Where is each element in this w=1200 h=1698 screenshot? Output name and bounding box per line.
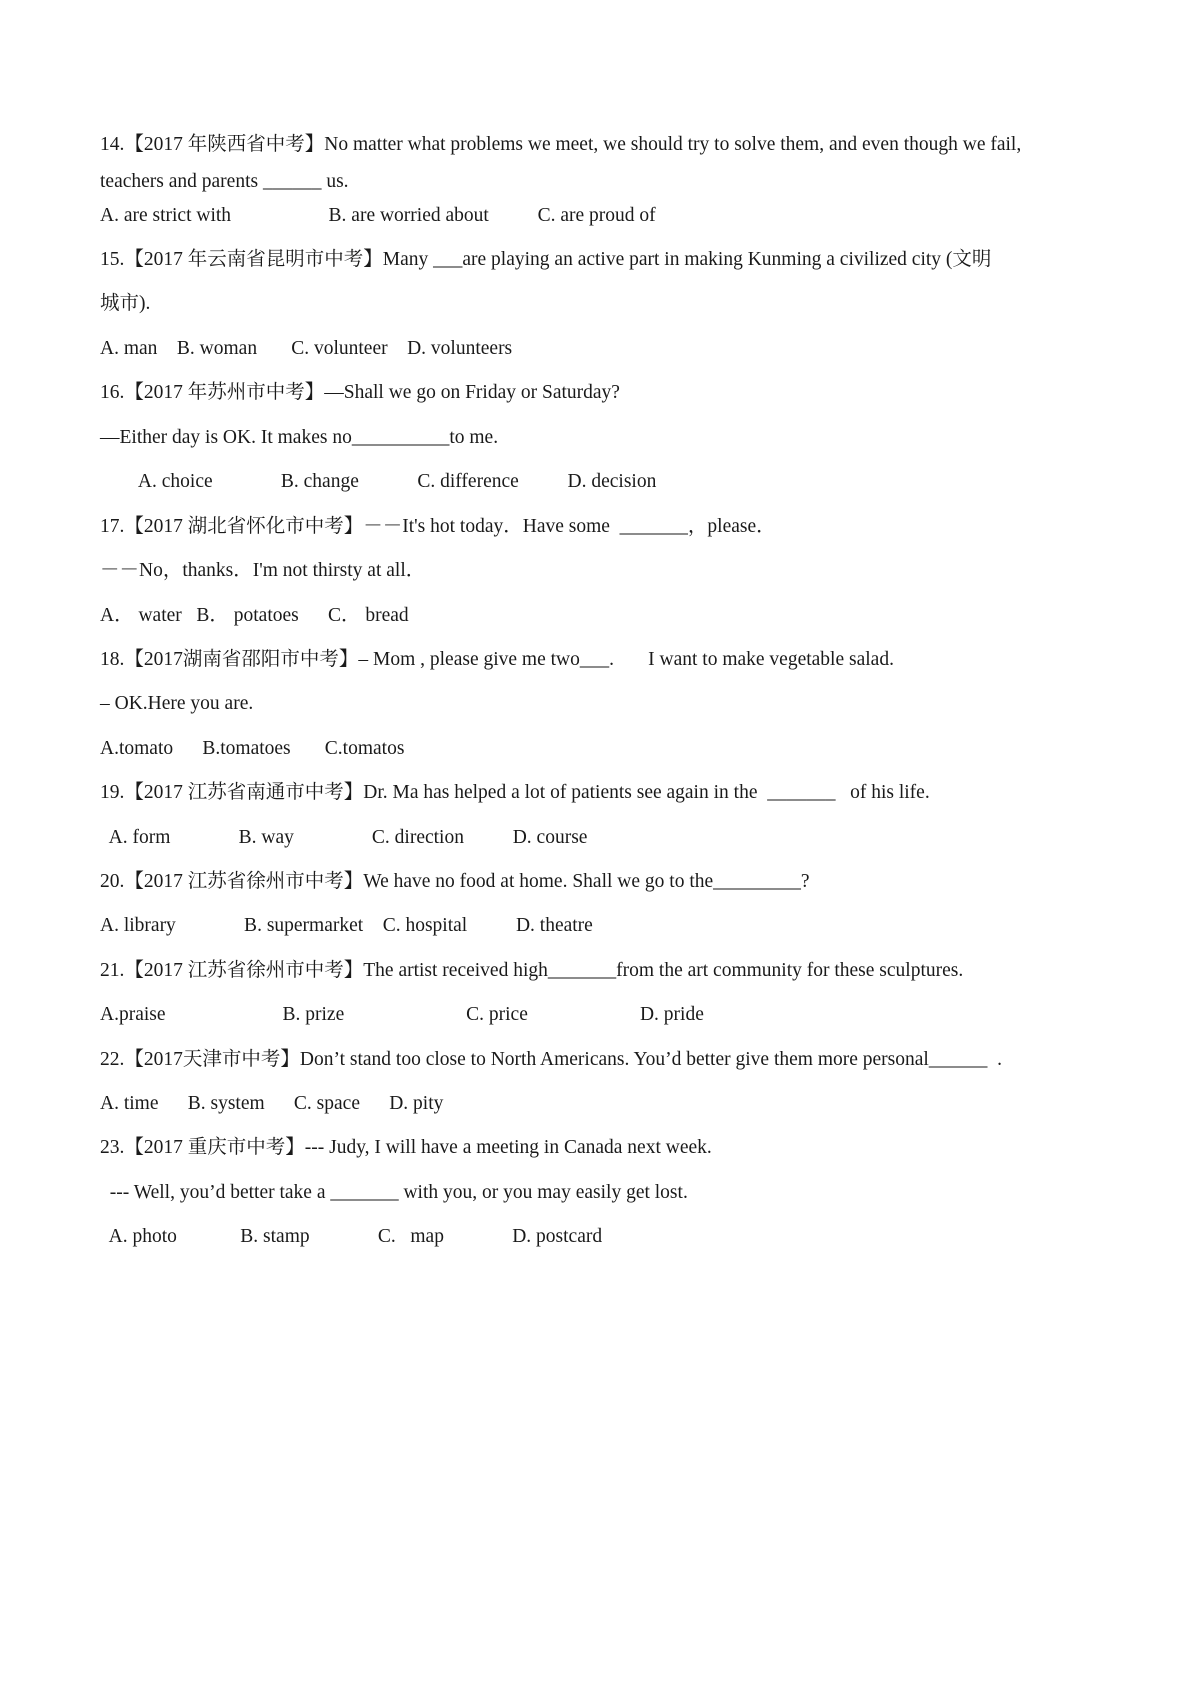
question-23-stem: 23.【2017 重庆市中考】--- Judy, I will have a meeting in Canada next week. <box>100 1137 712 1158</box>
question-14-options: A. are strict with B. are worried about C. are proud of <box>100 205 656 226</box>
question-23-options: A. photo B. stamp C. map D. postcard <box>100 1226 603 1247</box>
question-17-stem: 17.【2017 湖北省怀化市中考】－－It's hot today．Have some _______，please． <box>100 516 776 537</box>
question-16-stem: 16.【2017 年苏州市中考】—Shall we go on Friday or Saturday? <box>100 382 620 403</box>
question-18-options: A.tomato B.tomatoes C.tomatos <box>100 738 405 759</box>
question-14-stem: 14.【2017 年陕西省中考】No matter what problems we meet, we should try to solve them, and even though we fail, <box>100 134 1022 155</box>
question-19-stem: 19.【2017 江苏省南通市中考】Dr. Ma has helped a lot of patients see again in the _______ of his life. <box>100 782 930 803</box>
question-18-stem: 18.【2017湖南省邵阳市中考】– Mom , please give me two___. I want to make vegetable salad. <box>100 649 894 670</box>
question-22-stem: 22.【2017天津市中考】Don’t stand too close to North Americans. You’d better give them more personal______ . <box>100 1049 1002 1070</box>
question-17-options: A． water B． potatoes C． bread <box>100 605 409 626</box>
question-15-stem-continued: 城市). <box>100 293 151 314</box>
question-22-options: A. time B. system C. space D. pity <box>100 1093 444 1114</box>
question-15-options: A. man B. woman C. volunteer D. volunteers <box>100 338 513 359</box>
question-16-reply: —Either day is OK. It makes no__________to me. <box>100 427 499 448</box>
question-20-options: A. library B. supermarket C. hospital D. theatre <box>100 915 593 936</box>
question-15-stem: 15.【2017 年云南省昆明市中考】Many ___are playing an active part in making Kunming a civilized city (文明 <box>100 249 992 270</box>
question-23-reply: --- Well, you’d better take a _______ with you, or you may easily get lost. <box>100 1182 688 1203</box>
question-16-options: A. choice B. change C. difference D. decision <box>100 471 657 492</box>
question-20-stem: 20.【2017 江苏省徐州市中考】We have no food at home. Shall we go to the_________? <box>100 871 810 892</box>
question-19-options: A. form B. way C. direction D. course <box>100 827 588 848</box>
question-18-reply: – OK.Here you are. <box>100 693 254 714</box>
question-21-stem: 21.【2017 江苏省徐州市中考】The artist received high_______from the art community for these sculptures. <box>100 960 964 981</box>
question-17-reply: －－No，thanks．I'm not thirsty at all． <box>100 560 426 581</box>
question-14-stem-continued: teachers and parents ______ us. <box>100 171 349 192</box>
question-21-options: A.praise B. prize C. price D. pride <box>100 1004 704 1025</box>
